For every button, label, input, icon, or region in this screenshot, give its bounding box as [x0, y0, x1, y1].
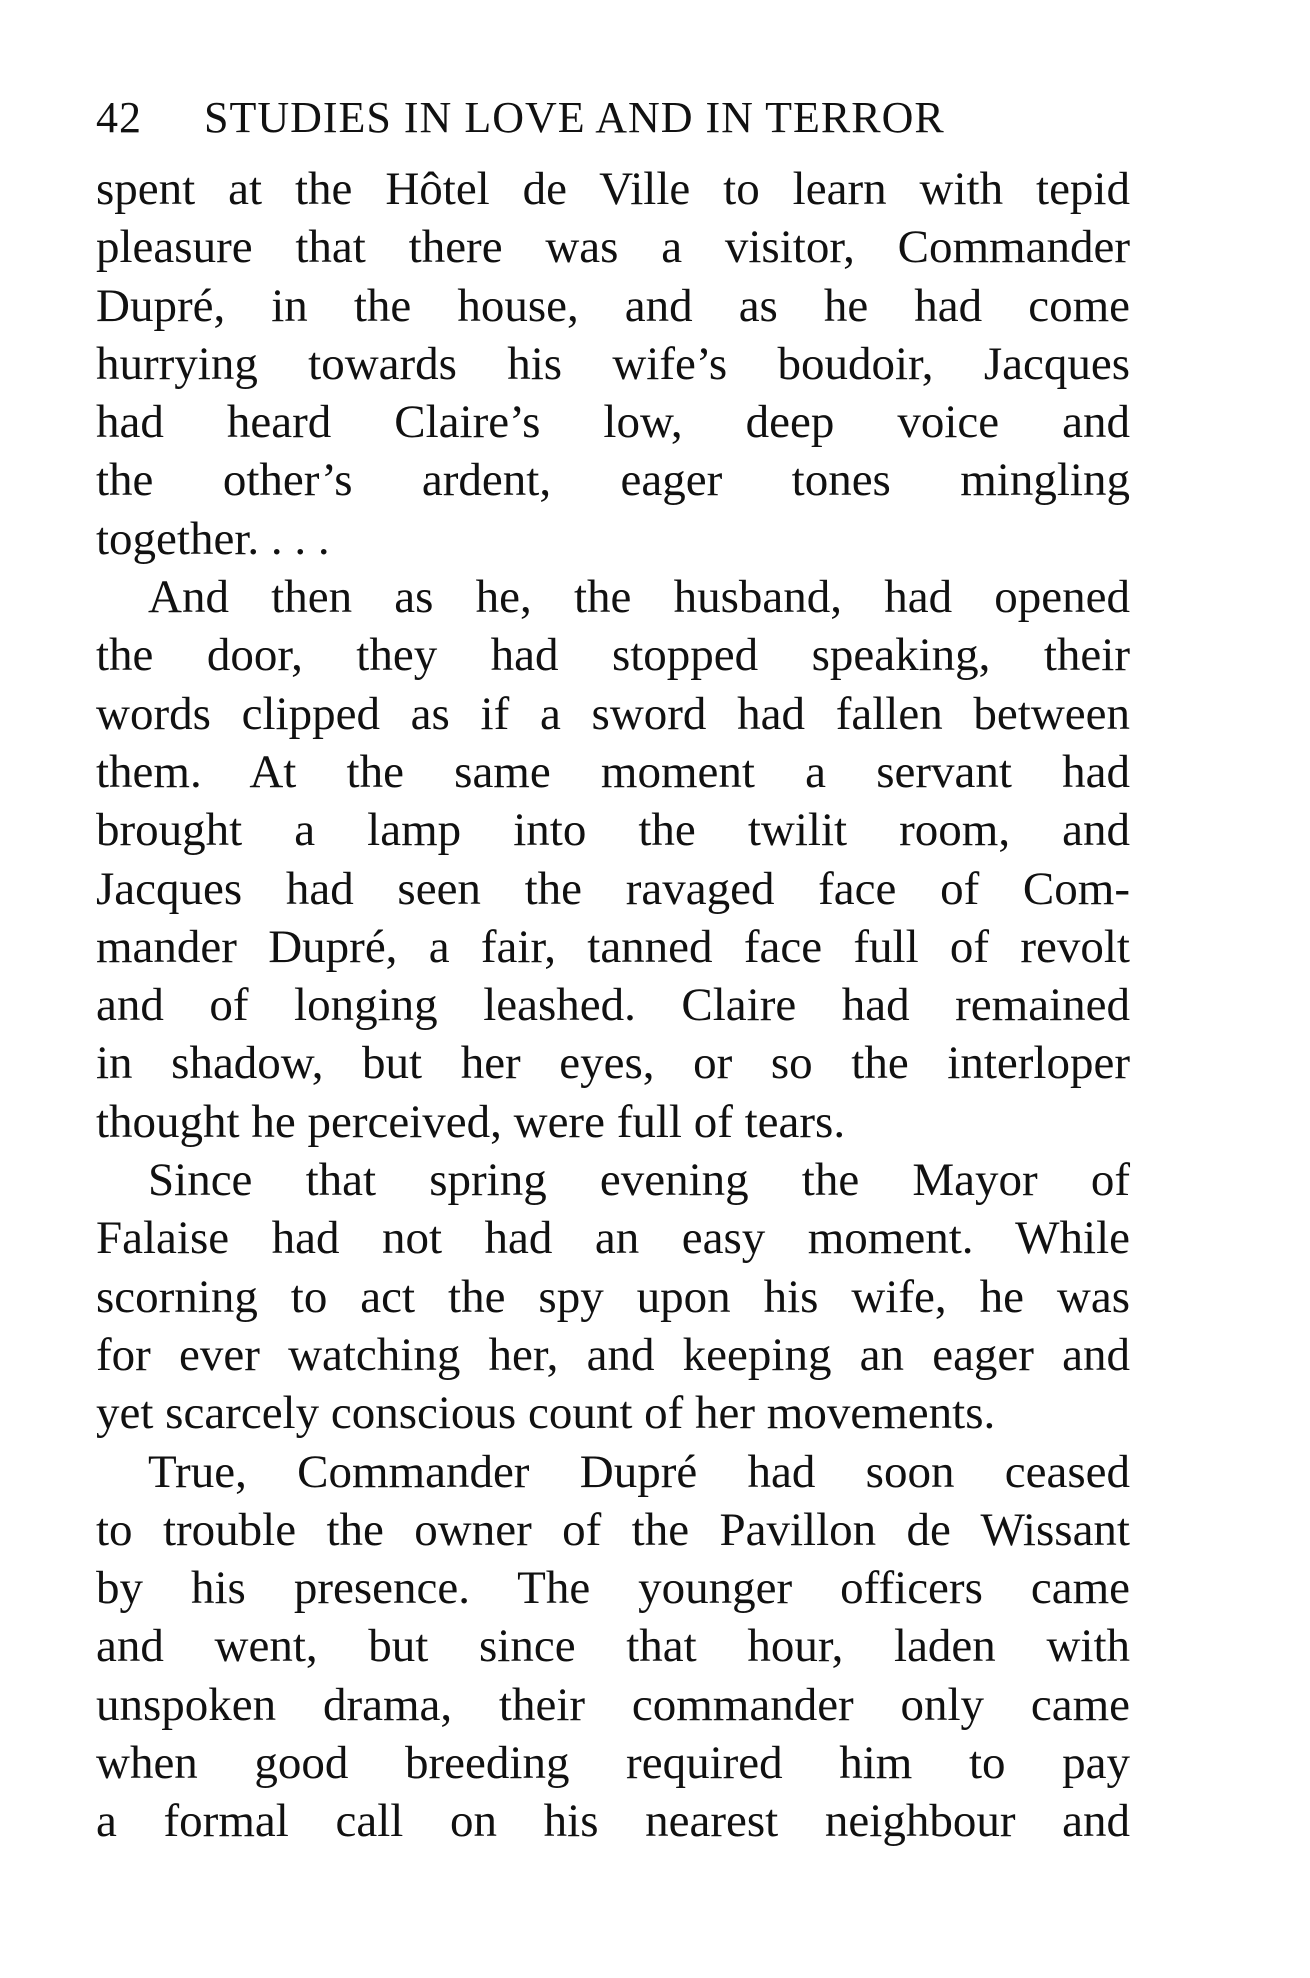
text-line: True, Commander Dupré had soon ceased — [148, 1445, 1130, 1498]
text-line: and of longing leashed. Claire had remained — [96, 979, 1130, 1032]
text-line: by his presence. The younger officers came — [96, 1562, 1130, 1615]
text-line: yet scarcely conscious count of her movements. — [96, 1387, 996, 1440]
text-line: thought he perceived, were full of tears. — [96, 1095, 846, 1148]
text-line: them. At the same moment a servant had — [96, 745, 1130, 798]
text-line: brought a lamp into the twilit room, and — [96, 804, 1130, 857]
text-line: had heard Claire’s low, deep voice and — [96, 396, 1130, 449]
text-line: unspoken drama, their commander only came — [96, 1678, 1130, 1731]
text-line: when good breeding required him to pay — [96, 1737, 1130, 1790]
text-line: pleasure that there was a visitor, Commander — [96, 221, 1130, 274]
text-line: Jacques had seen the ravaged face of Com- — [96, 862, 1130, 915]
page-number: 42 — [96, 93, 142, 142]
running-title: STUDIES IN LOVE AND IN TERROR — [204, 93, 945, 142]
text-line: Since that spring evening the Mayor of — [148, 1154, 1130, 1207]
text-line: words clipped as if a sword had fallen between — [96, 687, 1130, 740]
text-line: and went, but since that hour, laden with — [96, 1620, 1130, 1673]
text-line: spent at the Hôtel de Ville to learn with tepid — [96, 163, 1130, 215]
text-line: Falaise had not had an easy moment. While — [96, 1212, 1130, 1265]
text-line: Dupré, in the house, and as he had come — [96, 279, 1130, 332]
text-line: together. . . . — [96, 512, 330, 565]
text-line: for ever watching her, and keeping an eager and — [96, 1328, 1130, 1381]
text-line: And then as he, the husband, had opened — [148, 571, 1130, 624]
body-text — [96, 160, 1130, 1851]
text-line: a formal call on his nearest neighbour and — [96, 1795, 1130, 1848]
paragraph-2 — [96, 568, 1130, 1151]
text-line: scorning to act the spy upon his wife, he was — [96, 1270, 1130, 1323]
text-line: to trouble the owner of the Pavillon de Wissant — [96, 1503, 1130, 1556]
paragraph-3 — [96, 1151, 1130, 1442]
paragraph-4 — [96, 1443, 1130, 1851]
running-head — [96, 88, 1140, 148]
text-line: in shadow, but her eyes, or so the interloper — [96, 1037, 1130, 1090]
paragraph-1 — [96, 160, 1130, 568]
text-line: hurrying towards his wife’s boudoir, Jacques — [96, 337, 1130, 390]
text-line: the other’s ardent, eager tones mingling — [96, 454, 1130, 507]
text-line: mander Dupré, a fair, tanned face full of revolt — [96, 920, 1130, 973]
text-line: the door, they had stopped speaking, their — [96, 629, 1130, 682]
